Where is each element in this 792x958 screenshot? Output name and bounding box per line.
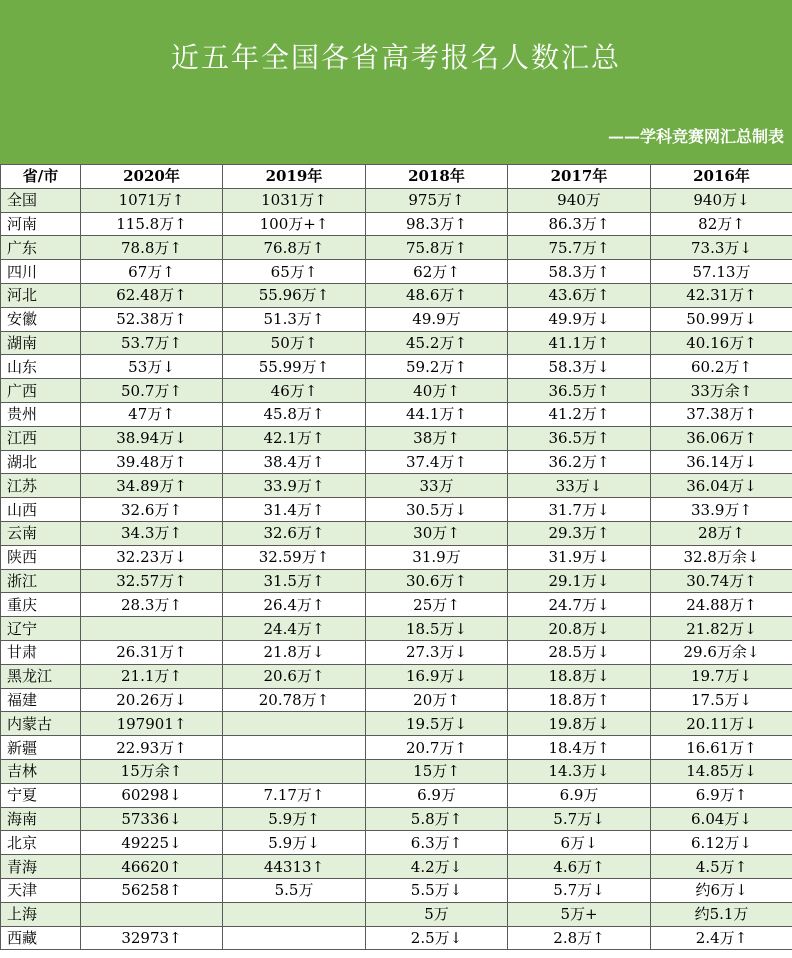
- value-cell: 6.9万↑: [651, 783, 792, 807]
- value-cell: 58.3万↓: [508, 355, 651, 379]
- table-row: [1, 236, 792, 260]
- value-cell: 49.9万: [366, 307, 508, 331]
- value-cell: 86.3万↑: [508, 212, 651, 236]
- value-cell: 41.1万↑: [508, 331, 651, 355]
- province-cell: 辽宁: [1, 617, 81, 641]
- value-cell: 18.5万↓: [366, 617, 508, 641]
- value-cell: 16.9万↓: [366, 664, 508, 688]
- province-cell: 四川: [1, 260, 81, 284]
- value-cell: 32.8万余↓: [651, 545, 792, 569]
- value-cell: 26.31万↑: [81, 640, 223, 664]
- value-cell: 48.6万↑: [366, 283, 508, 307]
- table-row: [1, 498, 792, 522]
- value-cell: 50万↑: [223, 331, 366, 355]
- value-cell: 36.2万↑: [508, 450, 651, 474]
- value-cell: 5.5万: [223, 878, 366, 902]
- province-cell: 吉林: [1, 759, 81, 783]
- value-cell: 50.99万↓: [651, 307, 792, 331]
- table-row: [1, 712, 792, 736]
- value-cell: 31.5万↑: [223, 569, 366, 593]
- table-row: [1, 260, 792, 284]
- value-cell: 78.8万↑: [81, 236, 223, 260]
- province-cell: 山西: [1, 498, 81, 522]
- value-cell: 55.99万↑: [223, 355, 366, 379]
- value-cell: 49225↓: [81, 831, 223, 855]
- value-cell: 76.8万↑: [223, 236, 366, 260]
- value-cell: 27.3万↓: [366, 640, 508, 664]
- value-cell: 65万↑: [223, 260, 366, 284]
- page-title: 近五年全国各省高考报名人数汇总: [170, 41, 621, 74]
- value-cell: 56258↑: [81, 878, 223, 902]
- value-cell: 38万↑: [366, 426, 508, 450]
- value-cell: 20.7万↑: [366, 736, 508, 760]
- table-row: [1, 569, 792, 593]
- value-cell: 5.9万↑: [223, 807, 366, 831]
- table-body: [1, 188, 792, 950]
- value-cell: 14.3万↓: [508, 759, 651, 783]
- value-cell: 42.1万↑: [223, 426, 366, 450]
- province-cell: 河北: [1, 283, 81, 307]
- table-row: [1, 617, 792, 641]
- value-cell: 60298↓: [81, 783, 223, 807]
- value-cell: 4.2万↓: [366, 855, 508, 879]
- province-cell: 青海: [1, 855, 81, 879]
- value-cell: 67万↑: [81, 260, 223, 284]
- value-cell: 5万: [366, 902, 508, 926]
- value-cell: 31.9万: [366, 545, 508, 569]
- value-cell: 44.1万↑: [366, 402, 508, 426]
- value-cell: 19.8万↓: [508, 712, 651, 736]
- value-cell: 30.6万↑: [366, 569, 508, 593]
- value-cell: 17.5万↓: [651, 688, 792, 712]
- table-row: [1, 521, 792, 545]
- value-cell: 34.3万↑: [81, 521, 223, 545]
- value-cell: 36.04万↓: [651, 474, 792, 498]
- value-cell: 32973↑: [81, 926, 223, 950]
- province-cell: 江苏: [1, 474, 81, 498]
- value-cell: 82万↑: [651, 212, 792, 236]
- value-cell: 5.5万↓: [366, 878, 508, 902]
- value-cell: 45.2万↑: [366, 331, 508, 355]
- value-cell: 197901↑: [81, 712, 223, 736]
- value-cell: 2.4万↑: [651, 926, 792, 950]
- province-cell: 浙江: [1, 569, 81, 593]
- table-row: [1, 188, 792, 212]
- value-cell: 15万余↑: [81, 759, 223, 783]
- province-cell: 新疆: [1, 736, 81, 760]
- value-cell: 49.9万↓: [508, 307, 651, 331]
- value-cell: 42.31万↑: [651, 283, 792, 307]
- table-row: [1, 426, 792, 450]
- column-header-2018: 2018年: [366, 165, 508, 189]
- table-row: [1, 355, 792, 379]
- value-cell: 24.7万↓: [508, 593, 651, 617]
- value-cell: 33万: [366, 474, 508, 498]
- table-row: [1, 902, 792, 926]
- value-cell: 1031万↑: [223, 188, 366, 212]
- value-cell: 52.38万↑: [81, 307, 223, 331]
- province-cell: 北京: [1, 831, 81, 855]
- value-cell: 75.8万↑: [366, 236, 508, 260]
- value-cell: 20.8万↓: [508, 617, 651, 641]
- value-cell: [223, 736, 366, 760]
- province-cell: 宁夏: [1, 783, 81, 807]
- table-row: [1, 283, 792, 307]
- province-cell: 西藏: [1, 926, 81, 950]
- value-cell: 45.8万↑: [223, 402, 366, 426]
- value-cell: 43.6万↑: [508, 283, 651, 307]
- table-row: [1, 759, 792, 783]
- value-cell: 39.48万↑: [81, 450, 223, 474]
- value-cell: 940万↓: [651, 188, 792, 212]
- value-cell: 44313↑: [223, 855, 366, 879]
- value-cell: [223, 902, 366, 926]
- value-cell: 55.96万↑: [223, 283, 366, 307]
- value-cell: 19.7万↓: [651, 664, 792, 688]
- value-cell: 30.5万↓: [366, 498, 508, 522]
- value-cell: [223, 926, 366, 950]
- value-cell: 940万: [508, 188, 651, 212]
- value-cell: 14.85万↓: [651, 759, 792, 783]
- value-cell: [223, 712, 366, 736]
- value-cell: 19.5万↓: [366, 712, 508, 736]
- table-row: [1, 379, 792, 403]
- value-cell: 5万+: [508, 902, 651, 926]
- value-cell: 6.9万: [366, 783, 508, 807]
- table-row: [1, 831, 792, 855]
- value-cell: 36.06万↑: [651, 426, 792, 450]
- table-row: [1, 474, 792, 498]
- value-cell: 115.8万↑: [81, 212, 223, 236]
- table-row: [1, 307, 792, 331]
- province-cell: 山东: [1, 355, 81, 379]
- province-cell: 河南: [1, 212, 81, 236]
- value-cell: 2.8万↑: [508, 926, 651, 950]
- value-cell: 62.48万↑: [81, 283, 223, 307]
- value-cell: 15万↑: [366, 759, 508, 783]
- value-cell: 约5.1万: [651, 902, 792, 926]
- value-cell: 41.2万↑: [508, 402, 651, 426]
- province-cell: 广西: [1, 379, 81, 403]
- value-cell: 30万↑: [366, 521, 508, 545]
- value-cell: 20.6万↑: [223, 664, 366, 688]
- table-row: [1, 402, 792, 426]
- value-cell: 73.3万↓: [651, 236, 792, 260]
- value-cell: 20.26万↓: [81, 688, 223, 712]
- table-row: [1, 593, 792, 617]
- table-row: [1, 878, 792, 902]
- table-row: [1, 664, 792, 688]
- value-cell: 53.7万↑: [81, 331, 223, 355]
- table-row: [1, 688, 792, 712]
- value-cell: 57336↓: [81, 807, 223, 831]
- value-cell: 31.4万↑: [223, 498, 366, 522]
- table-row: [1, 450, 792, 474]
- value-cell: 26.4万↑: [223, 593, 366, 617]
- value-cell: 4.6万↑: [508, 855, 651, 879]
- value-cell: 6万↓: [508, 831, 651, 855]
- value-cell: 6.12万↓: [651, 831, 792, 855]
- value-cell: 5.7万↓: [508, 878, 651, 902]
- value-cell: 32.57万↑: [81, 569, 223, 593]
- value-cell: 36.14万↓: [651, 450, 792, 474]
- value-cell: [81, 617, 223, 641]
- value-cell: 32.59万↑: [223, 545, 366, 569]
- value-cell: 59.2万↑: [366, 355, 508, 379]
- value-cell: 47万↑: [81, 402, 223, 426]
- value-cell: 38.94万↓: [81, 426, 223, 450]
- enrollment-table: [0, 164, 792, 950]
- value-cell: 62万↑: [366, 260, 508, 284]
- province-cell: 湖北: [1, 450, 81, 474]
- province-cell: 黑龙江: [1, 664, 81, 688]
- province-cell: 福建: [1, 688, 81, 712]
- page-subtitle: ——学科竞赛网汇总制表: [607, 127, 784, 146]
- table-row: [1, 807, 792, 831]
- value-cell: 29.3万↑: [508, 521, 651, 545]
- value-cell: 5.7万↓: [508, 807, 651, 831]
- province-cell: 贵州: [1, 402, 81, 426]
- column-header-2017: 2017年: [508, 165, 651, 189]
- column-header-2016: 2016年: [651, 165, 792, 189]
- province-cell: 内蒙古: [1, 712, 81, 736]
- value-cell: 32.6万↑: [223, 521, 366, 545]
- value-cell: 22.93万↑: [81, 736, 223, 760]
- value-cell: 5.9万↓: [223, 831, 366, 855]
- province-cell: 重庆: [1, 593, 81, 617]
- table-row: [1, 736, 792, 760]
- value-cell: 36.5万↑: [508, 379, 651, 403]
- value-cell: 28.3万↑: [81, 593, 223, 617]
- column-header-2020: 2020年: [81, 165, 223, 189]
- table-row: [1, 783, 792, 807]
- value-cell: 21.82万↓: [651, 617, 792, 641]
- value-cell: 33万余↑: [651, 379, 792, 403]
- value-cell: 4.5万↑: [651, 855, 792, 879]
- value-cell: 29.6万余↓: [651, 640, 792, 664]
- province-cell: 广东: [1, 236, 81, 260]
- value-cell: 34.89万↑: [81, 474, 223, 498]
- value-cell: 24.88万↑: [651, 593, 792, 617]
- value-cell: 6.9万: [508, 783, 651, 807]
- province-cell: 江西: [1, 426, 81, 450]
- value-cell: 37.4万↑: [366, 450, 508, 474]
- value-cell: 21.1万↑: [81, 664, 223, 688]
- value-cell: 100万+↑: [223, 212, 366, 236]
- value-cell: 98.3万↑: [366, 212, 508, 236]
- value-cell: 32.23万↓: [81, 545, 223, 569]
- value-cell: 33.9万↑: [223, 474, 366, 498]
- value-cell: 975万↑: [366, 188, 508, 212]
- table-row: [1, 855, 792, 879]
- value-cell: 18.8万↓: [508, 664, 651, 688]
- value-cell: 24.4万↑: [223, 617, 366, 641]
- title-banner: [0, 0, 792, 164]
- value-cell: 28万↑: [651, 521, 792, 545]
- value-cell: 31.9万↓: [508, 545, 651, 569]
- value-cell: 25万↑: [366, 593, 508, 617]
- province-cell: 云南: [1, 521, 81, 545]
- value-cell: 32.6万↑: [81, 498, 223, 522]
- value-cell: 6.04万↓: [651, 807, 792, 831]
- value-cell: 40.16万↑: [651, 331, 792, 355]
- value-cell: 16.61万↑: [651, 736, 792, 760]
- province-cell: 甘肃: [1, 640, 81, 664]
- column-header-2019: 2019年: [223, 165, 366, 189]
- table-header-row: [1, 165, 792, 189]
- value-cell: 33.9万↑: [651, 498, 792, 522]
- province-cell: 上海: [1, 902, 81, 926]
- value-cell: 约6万↓: [651, 878, 792, 902]
- value-cell: 5.8万↑: [366, 807, 508, 831]
- value-cell: 57.13万: [651, 260, 792, 284]
- table-row: [1, 545, 792, 569]
- value-cell: 33万↓: [508, 474, 651, 498]
- value-cell: 20万↑: [366, 688, 508, 712]
- value-cell: [81, 902, 223, 926]
- value-cell: 75.7万↑: [508, 236, 651, 260]
- province-cell: 海南: [1, 807, 81, 831]
- value-cell: 31.7万↓: [508, 498, 651, 522]
- value-cell: 46万↑: [223, 379, 366, 403]
- province-cell: 全国: [1, 188, 81, 212]
- value-cell: 58.3万↑: [508, 260, 651, 284]
- value-cell: 51.3万↑: [223, 307, 366, 331]
- table-row: [1, 640, 792, 664]
- value-cell: 29.1万↓: [508, 569, 651, 593]
- value-cell: 21.8万↓: [223, 640, 366, 664]
- table-row: [1, 331, 792, 355]
- value-cell: 46620↑: [81, 855, 223, 879]
- table-row: [1, 212, 792, 236]
- province-cell: 安徽: [1, 307, 81, 331]
- value-cell: 36.5万↑: [508, 426, 651, 450]
- value-cell: 6.3万↑: [366, 831, 508, 855]
- value-cell: 38.4万↑: [223, 450, 366, 474]
- value-cell: 1071万↑: [81, 188, 223, 212]
- value-cell: [223, 759, 366, 783]
- value-cell: 7.17万↑: [223, 783, 366, 807]
- value-cell: 60.2万↑: [651, 355, 792, 379]
- value-cell: 50.7万↑: [81, 379, 223, 403]
- province-cell: 陕西: [1, 545, 81, 569]
- province-cell: 天津: [1, 878, 81, 902]
- column-header-province: 省/市: [1, 165, 81, 189]
- value-cell: 28.5万↓: [508, 640, 651, 664]
- value-cell: 37.38万↑: [651, 402, 792, 426]
- value-cell: 20.78万↑: [223, 688, 366, 712]
- value-cell: 30.74万↑: [651, 569, 792, 593]
- value-cell: 40万↑: [366, 379, 508, 403]
- value-cell: 18.4万↑: [508, 736, 651, 760]
- value-cell: 53万↓: [81, 355, 223, 379]
- value-cell: 20.11万↓: [651, 712, 792, 736]
- province-cell: 湖南: [1, 331, 81, 355]
- table-row: [1, 926, 792, 950]
- value-cell: 2.5万↓: [366, 926, 508, 950]
- value-cell: 18.8万↑: [508, 688, 651, 712]
